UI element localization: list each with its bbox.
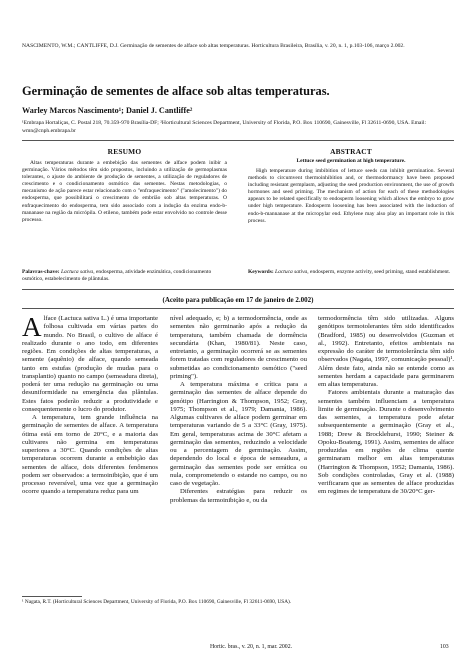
keywords-list: , endosperma, atividade enzimática, condicionamento osmótico, estabelecimento de plântulas.	[22, 269, 212, 283]
paragraph: A temperatura máxima e crítica para a germinação das sementes de alface depende do genótipo (Harrington & Thompson, 1952; Gray, 1975; Thompson et al., 1979; Damania, 1986). Algumas cultivares de alface podem germinar em temperaturas variando de 5 a 33°C (Gray, 1975). Em geral, temperaturas acima de 30°C afetam a germinação das sementes, reduzindo a velocidade ou a percentagem de germinação. Assim, dependendo do local e época de semeadura, a germinação das sementes pode ser errática ou nula, comprometendo o estande no campo, ou no caso de vegetação.	[170, 381, 307, 487]
drop-cap: A	[22, 312, 42, 342]
abstract-subtitle: Lettuce seed germination at high temperature.	[296, 158, 406, 164]
abstract-text: High temperature during imbibition of lettuce seeds can inhibit germination. Several methods to circumvent thermoinhibition and, or thermodormancy have been proposed including resistant germplasm, adjusting the seed production environment, the use of growth hormones and seed priming. The mechanism of action for each of these methodologies appears to be related specifically to endosperm loosening which allows the embryo to grow under high temperature. Endosperm loosening has been associated with the induction of endo-b-mannanase at the micropylar end. Ethylene may also play an important role in this process.	[248, 168, 454, 224]
rule-top	[22, 140, 454, 141]
affiliation: ¹Embrapa Hortaliças, C. Postal 218, 70.359-970 Brasília-DF; ²Horticultural Sciences Department, University of Florida, P.O. Box 110690, Gainesville, Fl 32611-0690, USA. Email: wmn@cnph.embrapa.br	[22, 120, 427, 134]
footnote: ¹ Nagata, R.T. (Horticultural Sciences Department, University of Florida, P.O. Box 110690, Gainesville, Fl 32611-0690, USA).	[22, 599, 292, 605]
paragraph: nível adequado, e; b) a termodormência, onde as sementes não germinarão após a redução da temperatura, também chamada de dormência secundária (Khan, 1980/81). Neste caso, entretanto, a germinação ocorrerá se as sementes forem tratadas com reguladores de crescimento ou submetidas ao condicionamento osmótico ("seed priming").	[170, 315, 307, 380]
accepted-date: (Aceito para publicação em 17 de janeiro de 2.002)	[162, 296, 314, 304]
rule-body	[22, 308, 454, 309]
keywords-species: Lactuca sativa	[275, 269, 308, 275]
abstract-heading: ABSTRACT	[330, 147, 372, 156]
resumo-heading: RESUMO	[107, 147, 142, 156]
abstract-keywords	[248, 269, 454, 276]
paragraph: Fatores ambientais durante a maturação das sementes também influenciam a temperatura limite de germinação. Durante o desenvolvimento das sementes, a temperatura pode afetar subsequentemente a germinação (Gray et al., 1988; Drew & Brocklehurst, 1990; Steiner & Opoku-Boateng, 1991). Assim, sementes de alface produzidas em regiões de clima quente germinaram melhor em altas temperaturas (Harrington & Thompson, 1952; Damania, 1986). Sob condições controladas, Gray et al. (1988) verificaram que as sementes de alface produzidas em regimes de temperatura de 30/20°C ger-	[318, 389, 454, 496]
paragraph-text: lface (Lactuca sativa L.) é uma importante folhosa cultivada em várias partes do mundo. No Brasil, o cultivo de alface é realizado durante o ano todo, em diferentes regiões. Em condições de altas temperaturas, a semente (aquênio) de alface, quando semeada tanto em estufas (produção de mudas para o transplantio) quanto no campo (semeadura direta), poderá ter uma redução na germinação ou uma desuniformidade na emergência das plântulas. Estes fatos poderão reduzir a produtividade e consequentemente o lucro do produtor.	[22, 315, 158, 413]
page-number: 103	[440, 644, 449, 650]
resumo-keywords	[22, 269, 227, 283]
paragraph	[22, 312, 158, 414]
keywords-species: Lactuca sativa	[60, 269, 94, 275]
footnote-rule	[22, 596, 82, 597]
rule-middle	[22, 289, 454, 290]
keywords-list: , endosperm, enzyme activity, seed priming, stand establishment.	[307, 269, 451, 275]
authors: Warley Marcos Nascimento¹; Daniel J. Cantliffe²	[22, 106, 193, 115]
keywords-label: Palavras-chave:	[22, 269, 60, 275]
resumo-text: Altas temperaturas durante a embebição das sementes de alface podem inibir a germinação. Vários métodos têm sido propostos, incluindo a utilização de germoplasmas tolerantes, o ajuste do ambiente de produção de sementes, a utilização de reguladores de crescimento e o condicionamento osmótico das sementes. Nestas metodologias, o mecanismo de ação parece estar relacionado com o "enfraquecimento" ("amolecimento") do endosperma, que possibilitará o crescimento do embrião sob altas temperaturas. O enfraquecimento do endosperma, tem sido associado com a indução da enzima endo-b-mananase na região da micrópila. O etileno, também pode estar envolvido no controle desse processo.	[22, 160, 227, 223]
body-column-3	[318, 315, 454, 497]
paragraph: Diferentes estratégias para reduzir os problemas da termoinibição e, ou da	[170, 488, 307, 504]
body-column-2	[170, 315, 307, 505]
article-title: Germinação de sementes de alface sob altas temperaturas.	[22, 84, 330, 98]
body-column-1	[22, 312, 158, 497]
journal-footer: Hortic. bras., v. 20, n. 1, mar. 2002.	[210, 644, 293, 650]
paragraph: termodormência têm sido utilizadas. Alguns genótipos termotolerantes têm sido identificados (Bradford, 1985) ou desenvolvidos (Guzman et al., 1992). Entretanto, efeitos ambientais na expressão do caráter de termotolerância têm sido observados (Nagata, 1997, comunicação pessoal)¹. Além deste fato, ainda não se entende como as sementes herdam a capacidade para germinarem em altas temperaturas.	[318, 315, 454, 388]
keywords-label: Keywords:	[248, 269, 274, 275]
citation: NASCIMENTO, W.M.; CANTLIFFE, D.J. Germinação de sementes de alface sob altas temperaturas. Horticultura Brasileira, Brasília, v. 20, n. 1, p.103-106, março 2.002.	[22, 43, 405, 49]
paragraph: A temperatura, tem grande influência na germinação de sementes de alface. A temperatura ótima está em torno de 20°C, e a maioria das cultivares não germina em temperaturas superiores a 30°C. Quando condições de altas temperaturas ocorrem durante a embebição das sementes de alface, dois diferentes fenômenos podem ser observados: a termoinibição, que é um processo reversível, uma vez que a germinação ocorre quando a temperatura reduz para um	[22, 414, 158, 496]
